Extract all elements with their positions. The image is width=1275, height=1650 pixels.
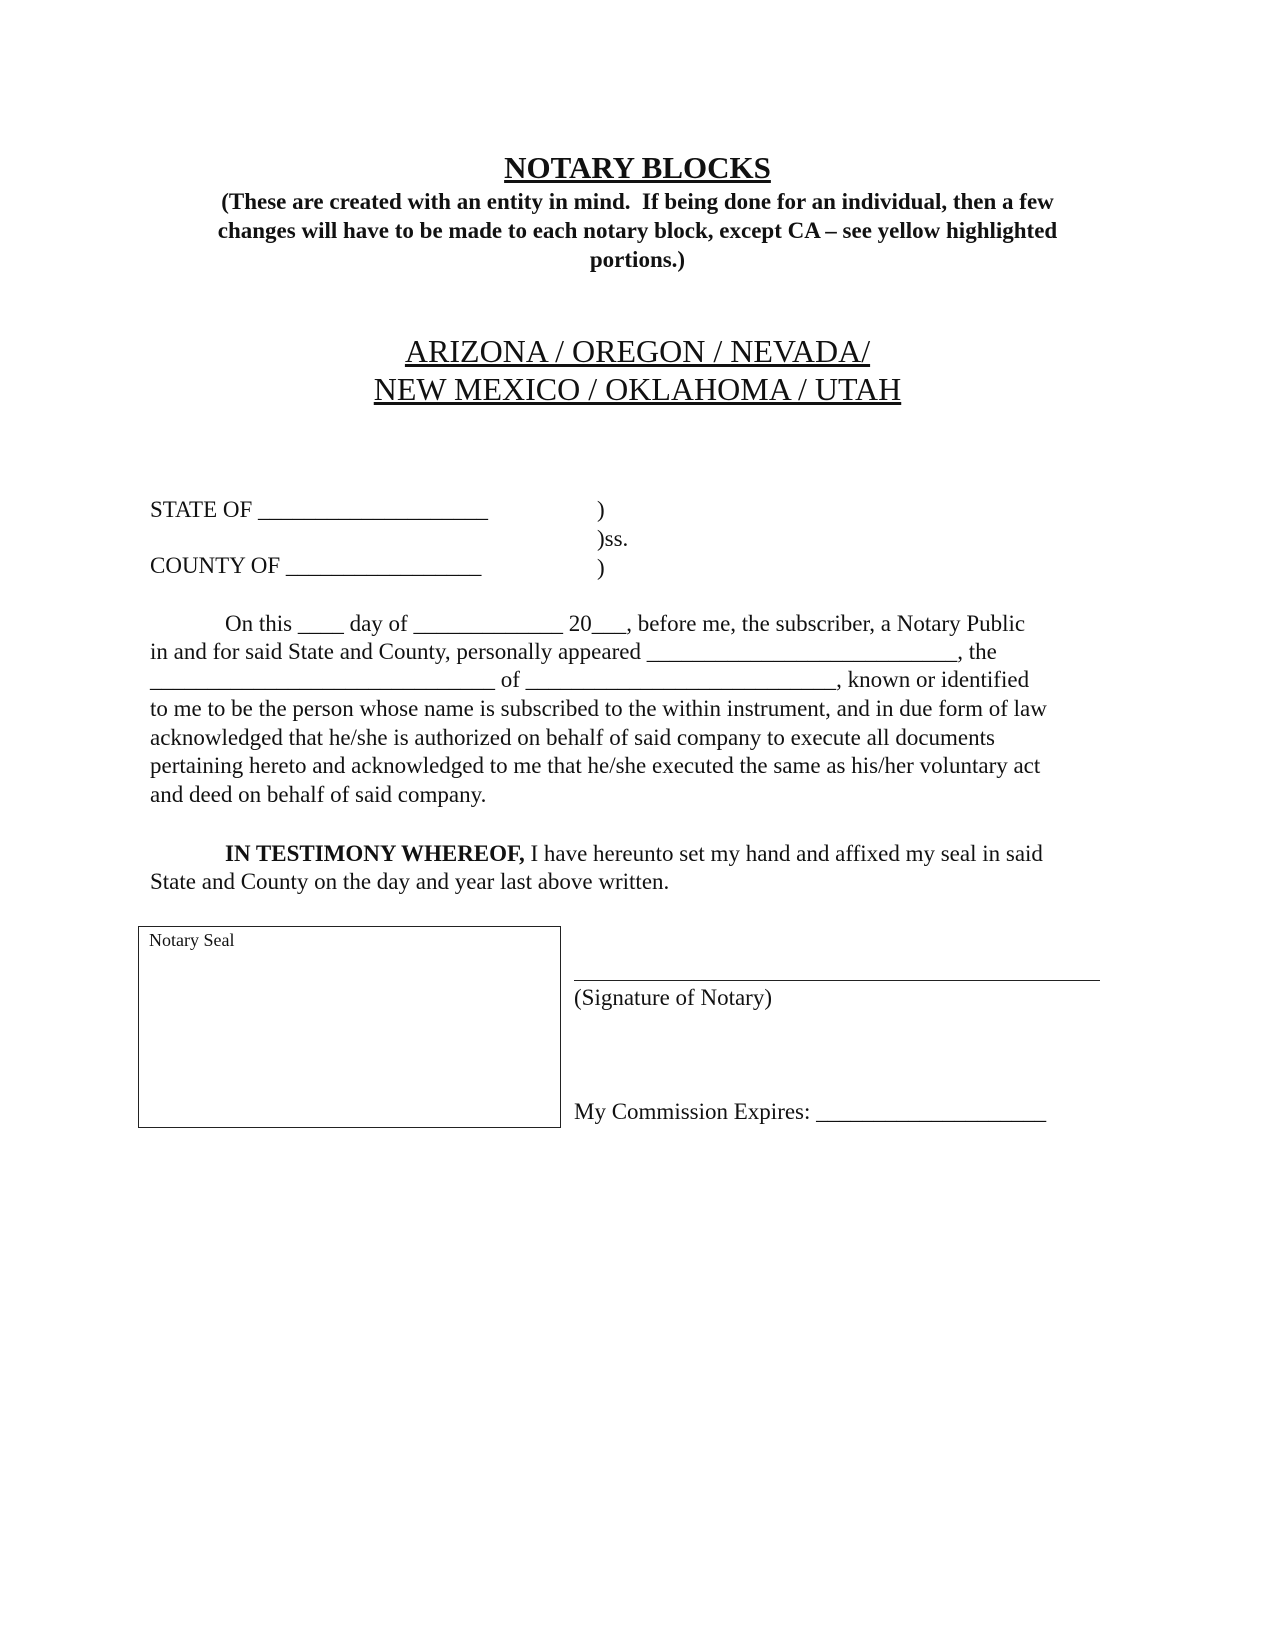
acknowledgment-line-7: and deed on behalf of said company. (150, 782, 487, 807)
instruction-note-line-3: portions.) (589, 247, 686, 272)
state-of-field: STATE OF ____________________ (150, 497, 489, 522)
instruction-note-line-1: (These are created with an entity in mind. If being done for an individual, then a few (221, 189, 1054, 214)
acknowledgment-line-5: acknowledged that he/she is authorized on behalf of said company to execute all documents (150, 725, 995, 750)
acknowledgment-line-3: ______________________________ of ___________________________, known or identified (150, 667, 1030, 692)
testimony-line-1 (225, 841, 1043, 867)
acknowledgment-line-6: pertaining hereto and acknowledged to me that he/she executed the same as his/her voluntary act (150, 753, 1041, 778)
notary-seal-label: Notary Seal (149, 930, 235, 950)
testimony-line-1-rest: I have hereunto set my hand and affixed my seal in said (524, 841, 1043, 866)
notary-signature-caption: (Signature of Notary) (574, 985, 772, 1010)
venue-paren-ss: )ss. (597, 526, 629, 551)
testimony-lead: IN TESTIMONY WHEREOF, (225, 841, 525, 866)
states-heading-line-1: ARIZONA / OREGON / NEVADA/ (404, 333, 871, 369)
testimony-line-2: State and County on the day and year last above written. (150, 869, 670, 894)
venue-paren-bottom: ) (597, 555, 605, 580)
acknowledgment-line-1: On this ____ day of _____________ 20___, before me, the subscriber, a Notary Public (225, 611, 1026, 636)
document-title: NOTARY BLOCKS (504, 150, 771, 185)
acknowledgment-line-2: in and for said State and County, personally appeared ___________________________, the (150, 639, 997, 664)
notary-seal-box (138, 926, 561, 1128)
county-of-field: COUNTY OF _________________ (150, 553, 482, 578)
states-heading-line-2: NEW MEXICO / OKLAHOMA / UTAH (373, 371, 902, 407)
commission-expires-field: My Commission Expires: ____________________ (574, 1099, 1047, 1124)
notary-signature-line (574, 980, 1100, 981)
instruction-note-line-2: changes will have to be made to each notary block, except CA – see yellow highlighted (217, 218, 1058, 243)
acknowledgment-line-4: to me to be the person whose name is subscribed to the within instrument, and in due form of law (150, 696, 1047, 721)
venue-paren-top: ) (597, 497, 605, 522)
